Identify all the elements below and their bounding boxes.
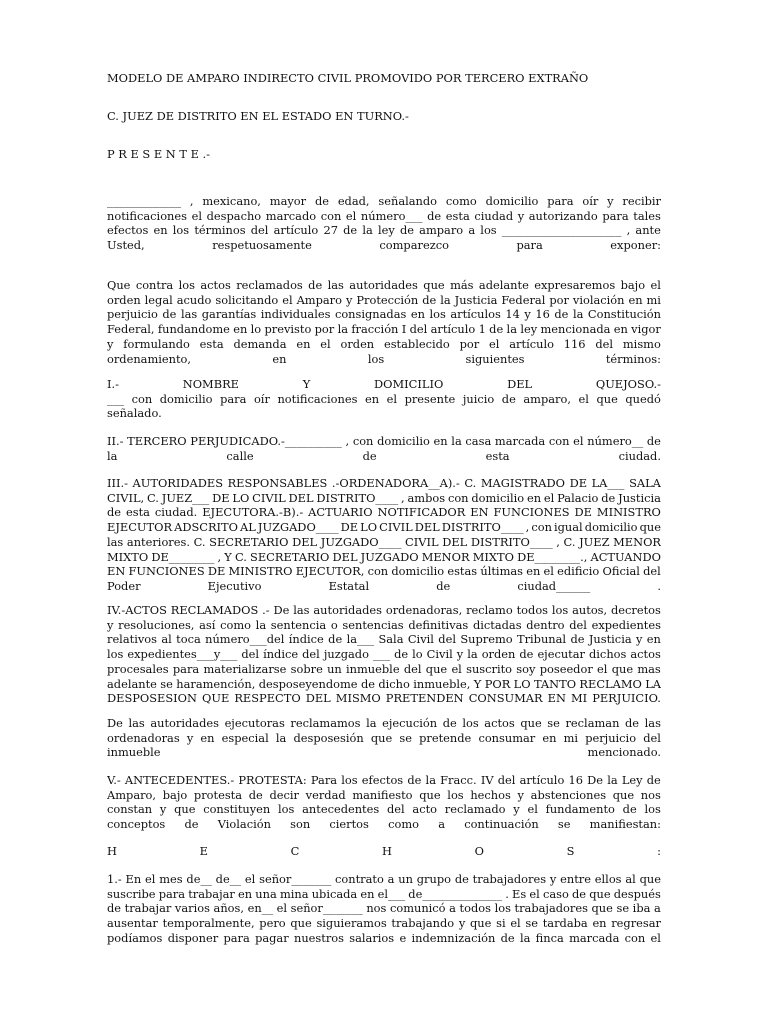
section1-line: señalado. <box>107 406 162 421</box>
section5-line: constan y que constituyen los antecedentes del acto reclamado y el fundamento de los <box>107 802 661 817</box>
section3-line: CIVIL, C. JUEZ___ DE LO CIVIL DEL DISTRITO____ , ambos con domicilio en el Palacio de Justicia <box>107 490 661 505</box>
hecho-1 <box>107 872 661 946</box>
section-tercero-perjudicado <box>107 434 661 463</box>
hechos-heading <box>107 844 661 859</box>
section-actos-reclamados <box>107 603 661 706</box>
section1-line: I.- NOMBRE Y DOMICILIO DEL QUEJOSO.- <box>107 377 661 391</box>
section2-line: II.- TERCERO PERJUDICADO.-__________ , con domicilio en la casa marcada con el número__ de <box>107 434 661 448</box>
presente-heading <box>107 147 661 162</box>
section4-line: procesales para materializarse sobre un inmueble del que el suscrito soy poseedor el que mas <box>107 661 661 676</box>
paragraph-que-contra <box>107 278 661 366</box>
presente-text: P R E S E N T E .- <box>107 147 210 161</box>
document-title <box>107 71 661 86</box>
section2-line: la calle de esta ciudad. <box>107 448 661 463</box>
section4-line: relativos al toca número___del índice de la___ Sala Civil del Supremo Tribunal de Justicia y en <box>107 632 661 647</box>
section4-line: DESPOSESION QUE RESPECTO DEL MISMO PRETENDEN CONSUMAR EN MI PERJUICIO. <box>107 691 661 706</box>
section4b-line: inmueble mencionado. <box>107 745 661 760</box>
section-autoridades-responsables <box>107 476 661 594</box>
para1-line: orden legal acudo solicitando el Amparo y Protección de la Justicia Federal por violación en mi <box>107 292 661 307</box>
section5-line: V.- ANTECEDENTES.- PROTESTA: Para los efectos de la Fracc. IV del artículo 16 De la Ley de <box>107 773 661 787</box>
section-quejoso <box>107 377 661 421</box>
section3-line: MIXTO DE________ , Y C. SECRETARIO DEL JUZGADO MENOR MIXTO DE________., ACTUANDO <box>107 549 661 564</box>
para1-line: Federal, fundandome en lo previsto por la fracción I del artículo 1 de la ley mencionada en vigor <box>107 322 661 337</box>
section4-line: y resoluciones, así como la sentencia o sentencias definitivas dictadas dentro del expedientes <box>107 617 661 632</box>
intro-line: notificaciones el despacho marcado con el número___ de esta ciudad y autorizando para tales <box>107 208 661 223</box>
section1-line: ___ con domicilio para oír notificaciones en el presente juicio de amparo, el que quedó <box>107 391 661 406</box>
section3-line: Poder Ejecutivo Estatal de ciudad______ . <box>107 578 661 593</box>
document-page <box>107 0 661 1024</box>
intro-line: _____________ , mexicano, mayor de edad, señalando como domicilio para oír y recibir <box>107 194 661 208</box>
section3-line: EN FUNCIONES DE MINISTRO EJECUTOR, con domicilio estas últimas en el edificio Oficial del <box>107 564 661 579</box>
intro-paragraph <box>107 194 661 253</box>
section3-line: las anteriores. C. SECRETARIO DEL JUZGADO____ CIVIL DEL DISTRITO____ , C. JUEZ MENOR <box>107 534 661 549</box>
para1-line: ordenamiento, en los siguientes términos: <box>107 351 661 366</box>
section5-line: Amparo, bajo protesta de decir verdad manifiesto que los hechos y abstenciones que nos <box>107 787 661 802</box>
section5-line: conceptos de Violación son ciertos como a continuación se manifiestan: <box>107 817 661 832</box>
para1-line: perjuicio de las garantías individuales consignadas en los artículos 14 y 16 de la Constitución <box>107 307 661 322</box>
addressee <box>107 109 661 124</box>
title-text: MODELO DE AMPARO INDIRECTO CIVIL PROMOVIDO POR TERCERO EXTRAÑO <box>107 71 589 85</box>
intro-line: Usted, respetuosamente comparezco para exponer: <box>107 238 661 253</box>
section-autoridades-ejecutoras <box>107 716 661 760</box>
hecho1-line: 1.- En el mes de__ de__ el señor_______ contrato a un grupo de trabajadores y entre ellos al que <box>107 872 661 886</box>
section-antecedentes <box>107 773 661 832</box>
section3-line: de esta ciudad. EJECUTORA.-B).- ACTUARIO NOTIFICADOR EN FUNCIONES DE MINISTRO <box>107 505 661 520</box>
hecho1-line: ausentar temporalmente, pero que siguieramos trabajando y que si el se tardaba en regresar <box>107 916 661 931</box>
para1-line: Que contra los actos reclamados de las autoridades que más adelante expresaremos bajo el <box>107 278 661 292</box>
section4-line: adelante se haramención, desposeyendome de dicho inmueble, Y POR LO TANTO RECLAMO LA <box>107 676 661 691</box>
hechos-text: H E C H O S : <box>107 844 661 858</box>
section3-line: III.- AUTORIDADES RESPONSABLES .-ORDENADORA__A).- C. MAGISTRADO DE LA___ SALA <box>107 476 661 490</box>
section4b-line: ordenadoras y en especial la desposesión que se pretende consumar en mi perjuicio del <box>107 730 661 745</box>
addressee-text: C. JUEZ DE DISTRITO EN EL ESTADO EN TURNO.- <box>107 109 409 123</box>
section4-line: los expedientes___y___ del índice del juzgado ___ de lo Civil y la orden de ejecutar dichos actos <box>107 647 661 662</box>
hecho1-line: de trabajar varios años, en__ el señor_______ nos comunicó a todos los trabajadores que se iba a <box>107 901 661 916</box>
section4-line: IV.-ACTOS RECLAMADOS .- De las autoridades ordenadoras, reclamo todos los autos, decretos <box>107 603 661 617</box>
section4b-line: De las autoridades ejecutoras reclamamos la ejecución de los actos que se reclaman de las <box>107 716 661 730</box>
intro-line: efectos en los términos del artículo 27 de la ley de amparo a los _____________________ , ante <box>107 223 661 238</box>
hecho1-line: podíamos disponer para pagar nuestros salarios e indemnización de la finca marcada con el <box>107 930 661 945</box>
hecho1-line: suscribe para trabajar en una mina ubicada en el___ de______________ . Es el caso de que después <box>107 886 661 901</box>
section3-line: EJECUTOR ADSCRITO AL JUZGADO____ DE LO CIVIL DEL DISTRITO____ , con igual domicilio que <box>107 520 661 535</box>
para1-line: y formulando esta demanda en el orden establecido por el artículo 116 del mismo <box>107 336 661 351</box>
